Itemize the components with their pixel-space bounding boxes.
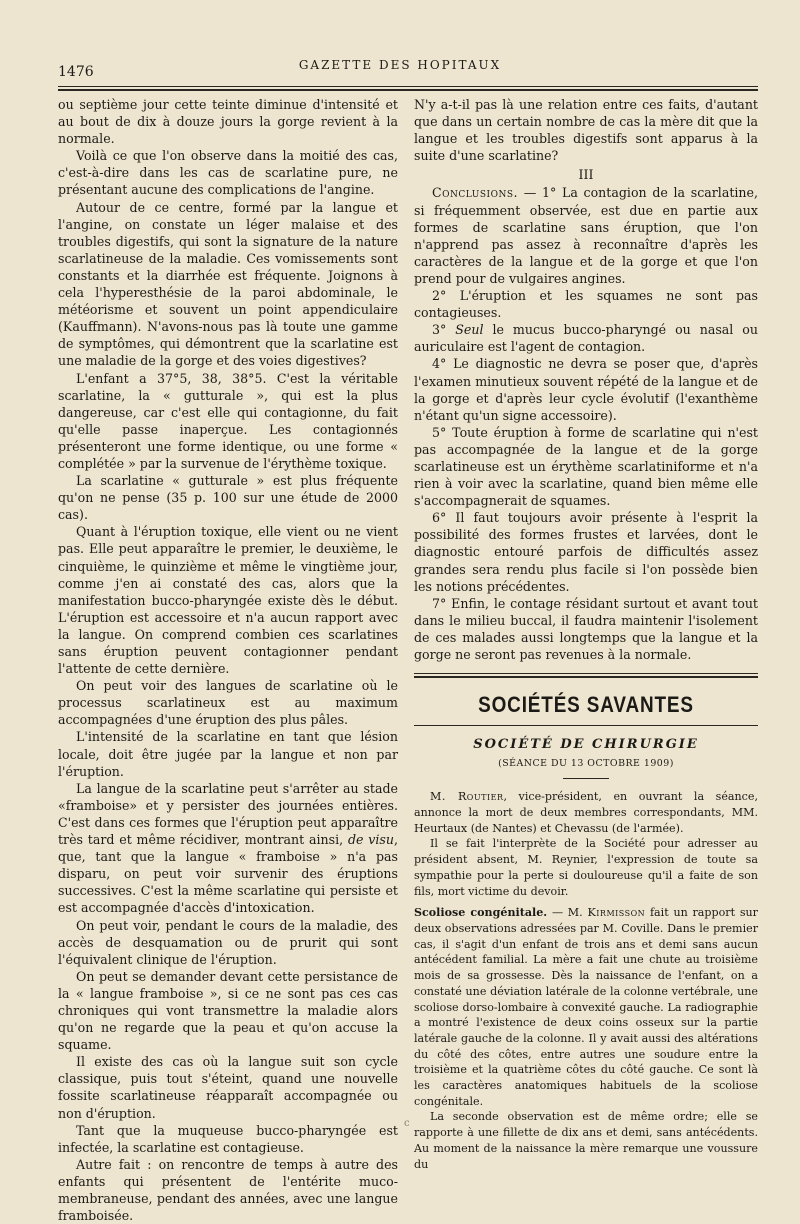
paragraph: Voilà ce que l'on observe dans la moitié des cas, c'est-à-dire dans les cas de scarlatine pure, ne présentant aucune des complications de l'angine. [58, 148, 398, 198]
paragraph [414, 321, 758, 355]
paragraph: 4° Le diagnostic ne devra se poser que, d'après l'examen minutieux souvent répété de la langue et de la gorge et d'après leur cycle évolutif (l'exanthème n'étant qu'un signe accessoire). [414, 356, 758, 423]
paragraph [414, 184, 758, 287]
paragraph: 6° Il faut toujours avoir présente à l'esprit la possibilité des formes frustes et larvées, dont le diagnostic entouré parfois de difficultés assez grandes sera rendu plus facile si l'on possède bien les notions précédentes. [414, 510, 758, 594]
society-name: SOCIÉTÉ DE CHIRURGIE [473, 737, 699, 753]
paragraph [58, 780, 398, 917]
short-rule [563, 778, 609, 779]
text-run: 3° [432, 322, 456, 338]
paragraph: Il existe des cas où la langue suit son cycle classique, puis tout s'éteint, quand une nouvelle fossite scarlatineuse réapparaît accompagnée ou non d'éruption. [58, 1054, 398, 1121]
text-run: le mucus bucco-pharyngé ou nasal ou auriculaire est l'agent de contagion. [414, 322, 758, 355]
text-run: , que, tant que la langue « framboise » n'a pas disparu, on peut voir survenir des éruptions successives. C'est la même scarlatine qui persiste et est accompagnée d'accès d'intoxication. [58, 832, 398, 916]
header-rule-thick [58, 89, 758, 91]
section-rule [414, 725, 758, 726]
paragraph: L'intensité de la scarlatine en tant que lésion locale, doit être jugée par la langue et non par l'éruption. [58, 729, 398, 779]
page-mark: c [404, 1118, 410, 1129]
page-number: 1476 [58, 64, 94, 80]
paragraph: 2° L'éruption et les squames ne sont pas contagieuses. [414, 288, 758, 321]
text-run: , vice-président, en ouvrant la séance, annonce la mort de deux membres correspondants, MM. Heurtaux (de Nantes) et Chevassu (de l'armée). [414, 790, 758, 835]
paragraph: L'enfant a 37°5, 38, 38°5. C'est la véritable scarlatine, la « gutturale », qui est la plus dangereuse, car c'est elle qui contagionne, du fait qu'elle passe inaperçue. Les contagionnés présenteront une forme identique, ou une forme « complétée » par la survenue de l'érythème toxique. [58, 370, 398, 471]
seance-date: (SÉANCE DU 13 OCTOBRE 1909) [498, 758, 674, 770]
italic-text: Seul [455, 322, 484, 338]
paragraph: Il se fait l'interprète de la Société pour adresser au président absent, M. Reynier, l'expression de toute sa sympathie pour la perte si douloureuse qu'il a faite de son fils, mort victime du devoir. [414, 837, 758, 898]
paragraph: 5° Toute éruption à forme de scarlatine qui n'est pas accompagnée de la langue et de la gorge scarlatineuse est un érythème scarlatiniforme et n'a rien à voir avec la scarlatine, quand bien même elle s'accompagnerait de squames. [414, 424, 758, 509]
section-number: III [578, 167, 594, 183]
header-rule [58, 86, 758, 87]
paragraph: On peut voir des langues de scarlatine où le processus scarlatineux est au maximum accompagnées d'une éruption des plus pâles. [58, 678, 398, 728]
speaker-name: Kirmisson [587, 906, 646, 920]
paragraph: 7° Enfin, le contage résidant surtout et avant tout dans le milieu buccal, il faudra maintenir l'isolement de ces malades aussi longtemps que la langue et la gorge ne seront pas revenues à la normale. [414, 595, 758, 662]
right-column [414, 96, 758, 1172]
text-run: — 1° La contagion de la scarlatine, si fréquemment observée, est due en partie aux formes de scarlatine sans éruption, que l'on n'apprend pas assez à reconnaître d'après les caractères de la langue et de la gorge et que l'on prend pour de vulgaires angines. [414, 185, 758, 286]
paragraph: On peut voir, pendant le cours de la maladie, des accès de desquamation ou de prurit qui sont l'équivalent clinique de l'éruption. [58, 917, 398, 967]
paragraph: La scarlatine « gutturale » est plus fréquente qu'on ne pense (35 p. 100 sur une étude de 2000 cas). [58, 473, 398, 523]
paragraph: Quant à l'éruption toxique, elle vient ou ne vient pas. Elle peut apparaître le premier, le deuxième, le cinquième, le quinzième et même le vingtième jour, comme j'en ai constaté des cas, alors que la manifestation bucco-pharyngée existe dès le début. L'éruption est accessoire et n'a aucun rapport avec la langue. On comprend combien ces scarlatines sans éruption peuvent contagionner pendant l'attente de cette dernière. [58, 524, 398, 677]
paragraph: Tant que la muqueuse bucco-pharyngée est infectée, la scarlatine est contagieuse. [58, 1122, 398, 1155]
society-report [414, 789, 758, 1172]
text-run: La langue de la scarlatine peut s'arrêter au stade «framboise» et y persister des journées entières. C'est dans ces formes que l'éruption peut apparaître très tard et même récidiver, montrant ainsi, [58, 780, 398, 848]
italic-text: de visu [347, 832, 394, 848]
section-divider [414, 673, 758, 678]
topic-label: Scoliose congénitale. [414, 906, 548, 920]
paragraph: On peut se demander devant cette persistance de la « langue framboise », si ce ne sont pas ces cas chroniques qui vont transmettre la maladie alors qu'on ne regarde que la peau et qu'on accuse la squame. [58, 968, 398, 1053]
journal-title: GAZETTE DES HOPITAUX [298, 58, 502, 72]
paragraph: Autour de ce centre, formé par la langue et l'angine, on constate un léger malaise et des troubles digestifs, qui sont la signature de la nature scarlatineuse de la maladie. Ces vomissements sont constants et la diarrhée est fréquente. Joignons à cela l'hyperesthésie de la paroi abdominale, le météorisme et souvent un point appendiculaire (Kauffmann). N'avons-nous pas là toute une gamme de symptômes, qui démontrent que la scarlatine est une maladie de la gorge et des voies digestives? [58, 199, 398, 369]
left-column [58, 96, 398, 1224]
text-run: fait un rapport sur deux observations adressées par M. Coville. Dans le premier cas, il s'agit d'un enfant de trois ans et demi sans aucun antécédent familial. La mère a fait une chute au troisième mois de sa grossesse. Dès la naissance de l'enfant, on a constaté une déviation latérale de la colonne vertébrale, une scoliose dorso-lombaire à convexité gauche. La radiographie a montré l'existence de deux coins osseux sur la partie latérale gauche de la colonne. Il y avait aussi des altérations du côté des côtes, entre autres une soudure entre la troisième et la quatrième côtes du côté gauche. Ce sont là les caractères anatomiques habituels de la scoliose congénitale. [414, 906, 758, 1108]
paragraph [414, 905, 758, 1109]
paragraph: N'y a-t-il pas là une relation entre ces faits, d'autant que dans un certain nombre de cas la mère dit que la langue et les troubles digestifs sont apparus à la suite d'une scarlatine? [414, 97, 758, 164]
speaker-name: M. Routier [430, 790, 504, 804]
paragraph: La seconde observation est de même ordre; elle se rapporte à une fillette de dix ans et demi, sans antécédents. Au moment de la naissance la mère remarque une voussure du [414, 1110, 758, 1171]
conclusions-label: Conclusions. [432, 185, 518, 201]
paragraph: Autre fait : on rencontre de temps à autre des enfants qui présentent de l'entérite muco-membraneuse, pendant des années, avec une langue framboisée. [58, 1156, 398, 1224]
section-title: SOCIÉTÉS SAVANTES [478, 692, 694, 718]
paragraph: ou septième jour cette teinte diminue d'intensité et au bout de dix à douze jours la gorge revient à la normale. [58, 97, 398, 147]
paragraph [414, 789, 758, 836]
text-run: — M. [547, 906, 588, 920]
